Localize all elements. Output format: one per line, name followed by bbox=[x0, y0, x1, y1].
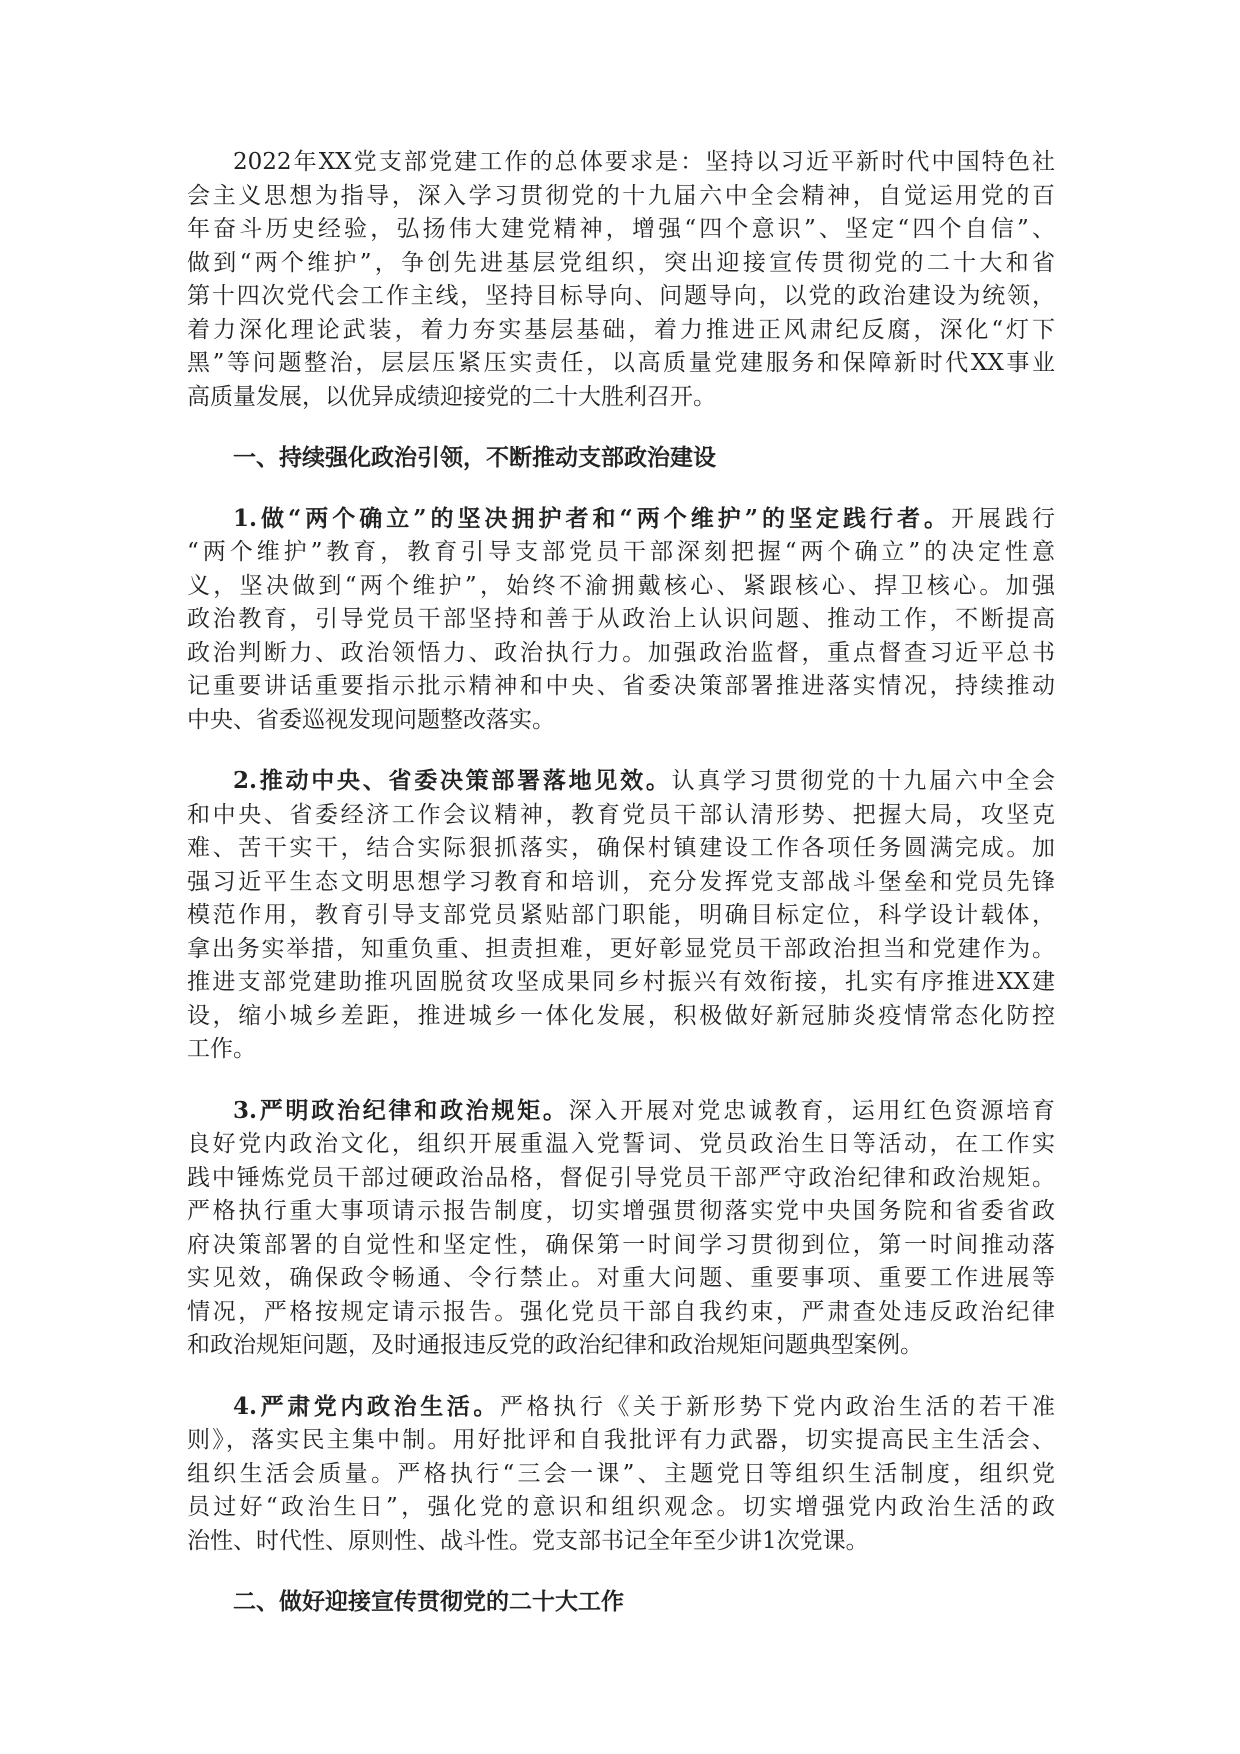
paragraph bbox=[187, 1390, 1067, 1559]
line-text: 和政治规矩问题，及时通报违反党的政治纪律和政治规矩问题典型案例。 bbox=[187, 1332, 923, 1358]
paragraph-line bbox=[187, 637, 1055, 671]
paragraph-line bbox=[187, 502, 1055, 537]
line-text: 模范作用，教育引导支部党员紧贴部门职能，明确目标定位，科学设计载体， bbox=[187, 902, 1055, 928]
paragraph-line bbox=[187, 832, 1055, 866]
paragraph-line bbox=[187, 146, 1055, 180]
paragraph-line bbox=[187, 1296, 1055, 1330]
paragraph-line bbox=[187, 670, 1055, 704]
line-text: 高质量发展，以优异成绩迎接党的二十大胜利召开。 bbox=[187, 383, 716, 410]
line-text: 则》，落实民主集中制。用好批评和自我批评有力武器，切实提高民主生活会、 bbox=[187, 1427, 1055, 1453]
line-text: 强习近平生态文明思想学习教育和培训，充分发挥党支部战斗堡垒和党员先锋 bbox=[187, 868, 1055, 895]
paragraph-line bbox=[187, 933, 1055, 967]
paragraph-line bbox=[187, 1491, 1055, 1525]
paragraph-line bbox=[187, 966, 1055, 1000]
line-text: 设，缩小城乡差距，推进城乡一体化发展，积极做好新冠肺炎疫情常态化防控 bbox=[187, 1002, 1055, 1029]
line-text: 政治判断力、政治领悟力、政治执行力。加强政治监督，重点督查习近平总书 bbox=[187, 639, 1055, 666]
line-text: 组织生活会质量。严格执行“三会一课”、主题党日等组织生活制度，组织党 bbox=[187, 1460, 1055, 1487]
paragraph-line bbox=[187, 899, 1055, 933]
paragraph-line bbox=[187, 1000, 1055, 1034]
paragraph-lead: 4.严肃党内政治生活。 bbox=[233, 1392, 501, 1420]
line-text: 府决策部署的自觉性和坚定性，确保第一时间学习贯彻到位，第一时间推动落 bbox=[187, 1231, 1055, 1258]
paragraph-line bbox=[187, 1033, 1055, 1067]
paragraph-lead: 1.做“两个确立”的坚决拥护者和“两个维护”的坚定践行者。 bbox=[233, 504, 951, 532]
line-text: 黑”等问题整治，层层压紧压实责任，以高质量党建服务和保障新时代XX事业 bbox=[187, 350, 1055, 376]
paragraph-line bbox=[187, 1128, 1055, 1162]
section-heading: 一、持续强化政治引领，不断推动支部政治建设 bbox=[233, 444, 716, 471]
paragraph bbox=[187, 764, 1067, 1067]
paragraph-line bbox=[187, 280, 1055, 314]
paragraph-line bbox=[187, 1195, 1055, 1229]
paragraph-line bbox=[187, 1094, 1055, 1129]
line-text: 年奋斗历史经验，弘扬伟大建党精神，增强“四个意识”、坚定“四个自信”、 bbox=[187, 216, 1055, 242]
paragraph-line bbox=[187, 314, 1055, 348]
paragraph bbox=[187, 502, 1067, 738]
paragraph bbox=[187, 146, 1067, 414]
paragraph-lead: 3.严明政治纪律和政治规矩。 bbox=[233, 1096, 569, 1124]
paragraph bbox=[187, 1094, 1067, 1363]
line-text: 第十四次党代会工作主线，坚持目标导向、问题导向，以党的政治建设为统领， bbox=[187, 283, 1055, 309]
paragraph-line bbox=[187, 1458, 1055, 1492]
line-text: 情况，严格按规定请示报告。强化党员干部自我约束，严肃查处违反政治纪律 bbox=[187, 1298, 1055, 1325]
line-text: 严格执行《关于新形势下党内政治生活的若干准 bbox=[500, 1393, 1056, 1420]
paragraph-line bbox=[187, 1525, 1055, 1559]
line-text: 会主义思想为指导，深入学习贯彻党的十九届六中全会精神，自觉运用党的百 bbox=[187, 182, 1055, 209]
paragraph-line bbox=[187, 1262, 1055, 1296]
line-text: 义，坚决做到“两个维护”，始终不渝拥戴核心、紧跟核心、捍卫核心。加强 bbox=[187, 572, 1055, 599]
line-text: 践中锤炼党员干部过硬政治品格，督促引导党员干部严守政治纪律和政治规矩。 bbox=[187, 1164, 1055, 1191]
line-text: 工作。 bbox=[187, 1036, 256, 1062]
line-text: 难、苦干实干，结合实际狠抓落实，确保村镇建设工作各项任务圆满完成。加 bbox=[187, 835, 1055, 861]
paragraph-lead: 2.推动中央、省委决策部署落地见效。 bbox=[233, 767, 672, 794]
paragraph-line bbox=[187, 1390, 1055, 1425]
paragraph-line bbox=[187, 381, 1055, 415]
line-text: 着力深化理论武装，着力夯实基层基础，着力推进正风肃纪反腐，深化“灯下 bbox=[187, 316, 1055, 343]
line-text: 认真学习贯彻党的十九届六中全会 bbox=[671, 768, 1056, 794]
line-text: 实见效，确保政令畅通、令行禁止。对重大问题、重要事项、重要工作进展等 bbox=[187, 1265, 1055, 1291]
line-text: 员过好“政治生日”，强化党的意识和组织观念。切实增强党内政治生活的政 bbox=[187, 1494, 1055, 1520]
paragraph-line bbox=[187, 1424, 1055, 1458]
line-text: 政治教育，引导党员干部坚持和善于从政治上认识问题、推动工作，不断提高 bbox=[187, 606, 1055, 632]
line-text: 严格执行重大事项请示报告制度，切实增强贯彻落实党中央国务院和省委省政 bbox=[187, 1198, 1055, 1224]
line-text: “两个维护”教育，教育引导支部党员干部深刻把握“两个确立”的决定性意 bbox=[187, 539, 1055, 565]
paragraph-line bbox=[187, 247, 1055, 281]
line-text: 开展践行 bbox=[951, 505, 1056, 532]
line-text: 推进支部党建助推巩固脱贫攻坚成果同乡村振兴有效衔接，扎实有序推进XX建 bbox=[187, 969, 1055, 995]
line-text: 记重要讲话重要指示批示精神和中央、省委决策部署推进落实情况，持续推动 bbox=[187, 673, 1055, 699]
paragraph-line bbox=[187, 866, 1055, 900]
paragraph-line bbox=[187, 536, 1055, 570]
line-text: 治性、时代性、原则性、战斗性。党支部书记全年至少讲1次党课。 bbox=[187, 1527, 869, 1554]
line-text: 中央、省委巡视发现问题整改落实。 bbox=[187, 706, 555, 733]
paragraph-line bbox=[187, 570, 1055, 604]
paragraph-line bbox=[187, 799, 1055, 833]
line-text: 2022年XX党支部党建工作的总体要求是：坚持以习近平新时代中国特色社 bbox=[233, 149, 1055, 175]
line-text: 拿出务实举措，知重负重、担责担难，更好彰显党员干部政治担当和党建作为。 bbox=[187, 935, 1055, 962]
paragraph-line bbox=[187, 1329, 1055, 1363]
document-body bbox=[187, 146, 1067, 1646]
paragraph-line bbox=[187, 347, 1055, 381]
paragraph-line bbox=[187, 213, 1055, 247]
line-text: 和中央、省委经济工作会议精神，教育党员干部认清形势、把握大局，攻坚克 bbox=[187, 801, 1055, 828]
paragraph-line bbox=[187, 180, 1055, 214]
paragraph-line bbox=[187, 704, 1055, 738]
line-text: 良好党内政治文化，组织开展重温入党誓词、党员政治生日等活动，在工作实 bbox=[187, 1131, 1055, 1157]
paragraph-line bbox=[187, 764, 1055, 799]
paragraph-line bbox=[187, 603, 1055, 637]
line-text: 做到“两个维护”，争创先进基层党组织，突出迎接宣传贯彻党的二十大和省 bbox=[187, 249, 1055, 276]
paragraph-line bbox=[187, 1229, 1055, 1263]
line-text: 深入开展对党忠诚教育，运用红色资源培育 bbox=[568, 1097, 1056, 1124]
section-heading: 二、做好迎接宣传贯彻党的二十大工作 bbox=[233, 1588, 624, 1615]
paragraph-line bbox=[187, 1162, 1055, 1196]
